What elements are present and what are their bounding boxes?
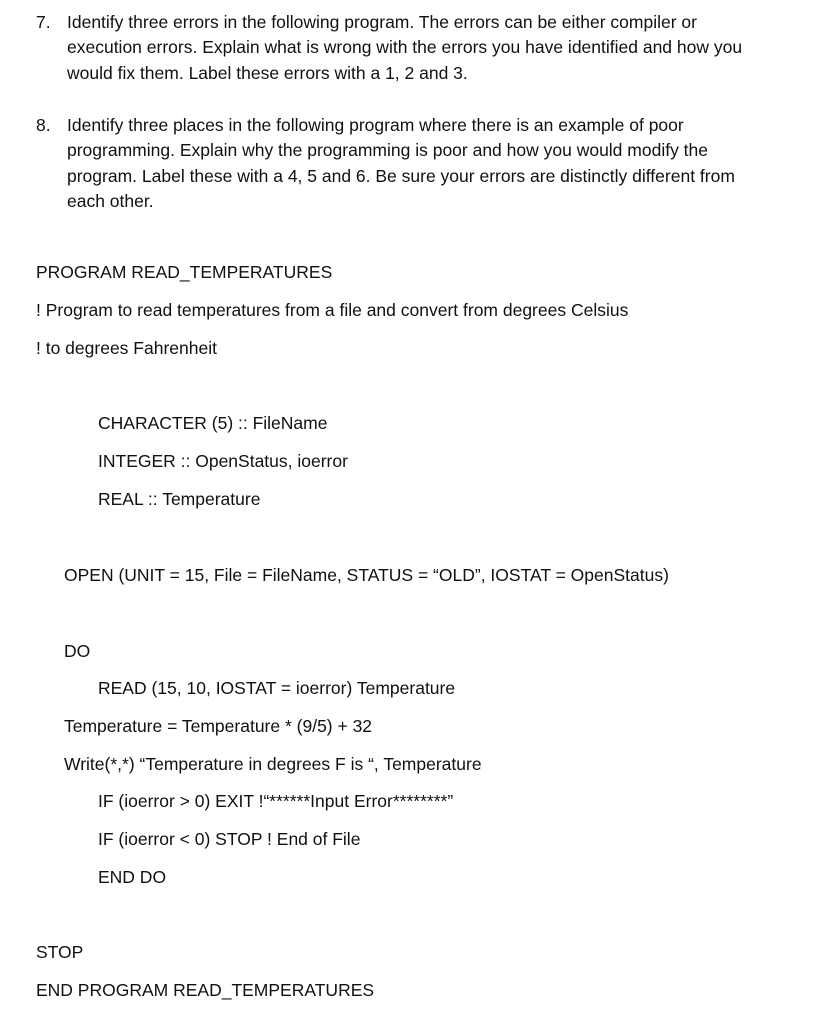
program-comment-1: ! Program to read temperatures from a file and convert from degrees Celsius: [36, 300, 629, 320]
question-7-line-3: would fix them. Label these errors with a 1, 2 and 3.: [67, 63, 468, 83]
assign-statement: Temperature = Temperature * (9/5) + 32: [64, 716, 373, 736]
do-statement: DO: [64, 641, 91, 661]
declaration-integer: INTEGER :: OpenStatus, ioerror: [98, 451, 348, 471]
program-comment-2: ! to degrees Fahrenheit: [36, 338, 217, 358]
question-7-line-1: Identify three errors in the following program. The errors can be either compiler or: [67, 12, 697, 32]
open-statement: OPEN (UNIT = 15, File = FileName, STATUS = “OLD”, IOSTAT = OpenStatus): [64, 565, 669, 585]
program-header: PROGRAM READ_TEMPERATURES: [36, 262, 333, 282]
question-8-number: 8.: [36, 115, 51, 135]
if-exit-statement: IF (ioerror > 0) EXIT !“******Input Error********”: [98, 791, 454, 811]
question-8-line-2: programming. Explain why the programming is poor and how you would modify the: [67, 140, 709, 160]
question-8-line-1: Identify three places in the following program where there is an example of poor: [67, 115, 684, 135]
end-program-statement: END PROGRAM READ_TEMPERATURES: [36, 980, 375, 1000]
declaration-real: REAL :: Temperature: [98, 489, 261, 509]
question-8-line-4: each other.: [67, 191, 154, 211]
question-7-number: 7.: [36, 12, 51, 32]
read-statement: READ (15, 10, IOSTAT = ioerror) Temperature: [98, 678, 456, 698]
declaration-filename: CHARACTER (5) :: FileName: [98, 413, 328, 433]
end-do-statement: END DO: [98, 867, 167, 887]
question-7-line-2: execution errors. Explain what is wrong with the errors you have identified and how you: [67, 37, 743, 57]
stop-statement: STOP: [36, 942, 84, 962]
if-stop-statement: IF (ioerror < 0) STOP ! End of File: [98, 829, 361, 849]
write-statement: Write(*,*) “Temperature in degrees F is “, Temperature: [64, 754, 482, 774]
question-8-line-3: program. Label these with a 4, 5 and 6. Be sure your errors are distinctly different from: [67, 166, 735, 186]
